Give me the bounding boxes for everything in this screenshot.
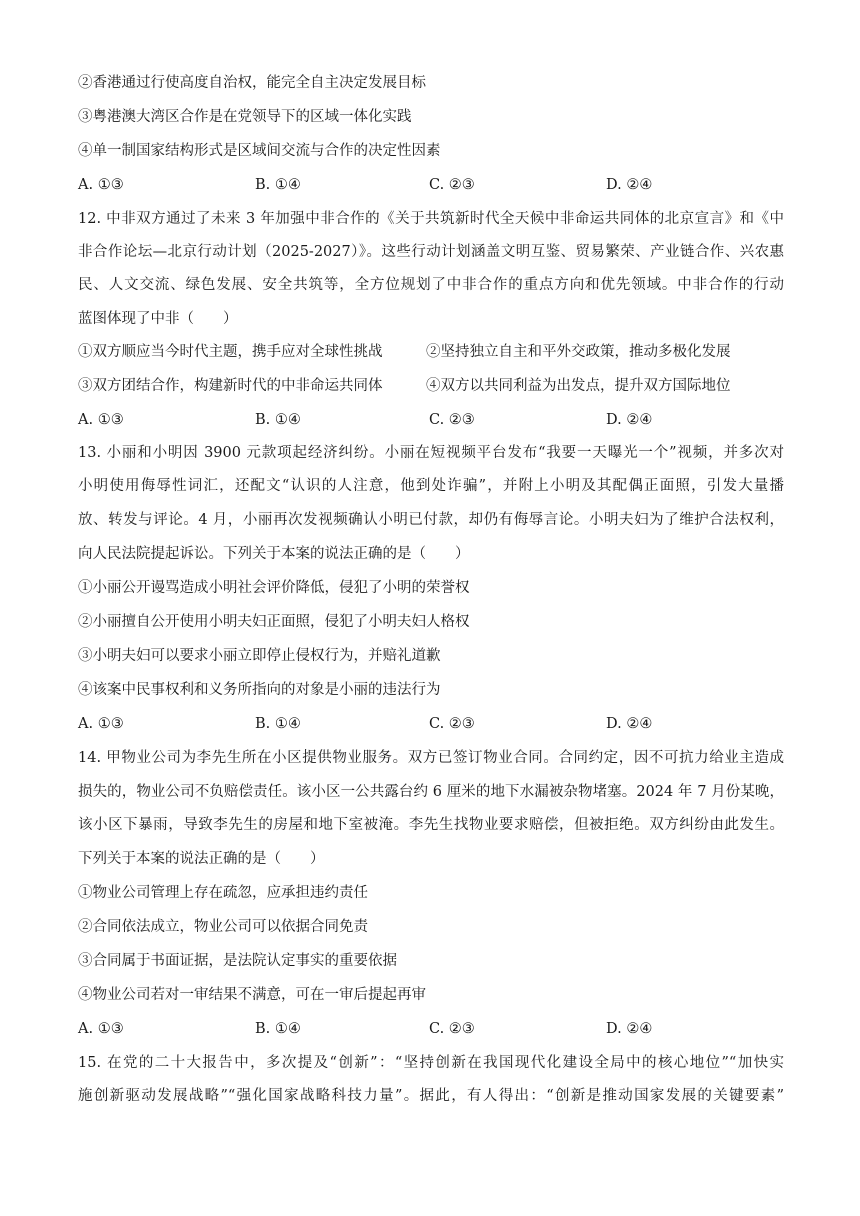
q12-stem-line-3: 民、人文交流、绿色发展、安全共筑等，全方位规划了中非合作的重点方向和优先领域。中非合作的行动	[78, 277, 784, 293]
q12-stem-line-4: 蓝图体现了中非（ ）	[78, 311, 238, 327]
q13-stem-line-2: 小明使用侮辱性词汇，还配文“认识的人注意，他到处诈骗”，并附上小明及其配偶正面照，引发大量播	[78, 478, 784, 494]
q12-option-4: ④双方以共同利益为出发点，提升双方国际地位	[426, 378, 731, 394]
choice-d: D. ②④	[606, 716, 653, 732]
q12-stem-line-2: 非合作论坛—北京行动计划（2025-2027）》。这些行动计划涵盖文明互鉴、贸易繁荣、产业链合作、兴农惠	[78, 244, 784, 260]
q14-stem-line-2: 损失的，物业公司不负赔偿责任。该小区一公共露台约 6 厘米的地下水漏被杂物堵塞。2024 年 7 月份某晚，	[78, 784, 784, 800]
q15-stem-line-1: 15. 在党的二十大报告中，多次提及“创新”：“坚持创新在我国现代化建设全局中的核心地位”“加快实	[78, 1055, 784, 1071]
q15-stem-line-2: 施创新驱动发展战略”“强化国家战略科技力量”。据此，有人得出：“创新是推动国家发展的关键要素”	[78, 1088, 784, 1104]
choice-b: B. ①④	[255, 716, 301, 732]
choice-b: B. ①④	[255, 177, 301, 193]
q13-stem-line-4: 向人民法院提起诉讼。下列关于本案的说法正确的是（ ）	[78, 546, 470, 562]
q12-options-row-1	[78, 342, 784, 362]
q14-option-1: ①物业公司管理上存在疏忽，应承担违约责任	[78, 885, 368, 901]
q13-stem-line-1: 13. 小丽和小明因 3900 元款项起经济纠纷。小丽在短视频平台发布“我要一天曝光一个”视频，并多次对	[78, 445, 784, 461]
q11-option-2: ②香港通过行使高度自治权，能完全自主决定发展目标	[78, 75, 426, 91]
q14-stem-line-3: 该小区下暴雨，导致李先生的房屋和地下室被淹。李先生找物业要求赔偿，但被拒绝。双方纠纷由此发生。	[78, 817, 784, 833]
q12-option-3: ③双方团结合作，构建新时代的中非命运共同体	[78, 378, 383, 394]
q11-option-3: ③粤港澳大湾区合作是在党领导下的区域一体化实践	[78, 109, 412, 125]
choice-a: A. ①③	[78, 177, 124, 193]
q14-option-3: ③合同属于书面证据，是法院认定事实的重要依据	[78, 953, 397, 969]
q12-option-2: ②坚持独立自主和平外交政策，推动多极化发展	[426, 344, 731, 360]
choice-a: A. ①③	[78, 1021, 124, 1037]
q13-option-3: ③小明夫妇可以要求小丽立即停止侵权行为，并赔礼道歉	[78, 648, 441, 664]
choice-d: D. ②④	[606, 412, 653, 428]
choice-b: B. ①④	[255, 412, 301, 428]
q13-choices	[78, 714, 784, 734]
choice-b: B. ①④	[255, 1021, 301, 1037]
choice-c: C. ②③	[429, 177, 475, 193]
q13-option-2: ②小丽擅自公开使用小明夫妇正面照，侵犯了小明夫妇人格权	[78, 614, 470, 630]
q13-option-1: ①小丽公开谩骂造成小明社会评价降低，侵犯了小明的荣誉权	[78, 580, 470, 596]
q14-stem-line-1: 14. 甲物业公司为李先生所在小区提供物业服务。双方已签订物业合同。合同约定，因不可抗力给业主造成	[78, 750, 784, 766]
q14-option-2: ②合同依法成立，物业公司可以依据合同免责	[78, 919, 368, 935]
choice-c: C. ②③	[429, 716, 475, 732]
q12-options-row-2	[78, 376, 784, 396]
q14-stem-line-4: 下列关于本案的说法正确的是（ ）	[78, 851, 325, 867]
choice-c: C. ②③	[429, 412, 475, 428]
choice-a: A. ①③	[78, 412, 124, 428]
choice-a: A. ①③	[78, 716, 124, 732]
q11-option-4: ④单一制国家结构形式是区域间交流与合作的决定性因素	[78, 143, 441, 159]
q14-choices	[78, 1019, 784, 1039]
choice-d: D. ②④	[606, 177, 653, 193]
q11-choices	[78, 175, 784, 195]
q12-stem-line-1: 12. 中非双方通过了未来 3 年加强中非合作的《关于共筑新时代全天候中非命运共同体的北京宣言》和《中	[78, 211, 784, 227]
q14-option-4: ④物业公司若对一审结果不满意，可在一审后提起再审	[78, 987, 426, 1003]
choice-c: C. ②③	[429, 1021, 475, 1037]
q13-option-4: ④该案中民事权利和义务所指向的对象是小丽的违法行为	[78, 682, 441, 698]
choice-d: D. ②④	[606, 1021, 653, 1037]
q13-stem-line-3: 放、转发与评论。4 月，小丽再次发视频确认小明已付款，却仍有侮辱言论。小明夫妇为了维护合法权利，	[78, 512, 784, 528]
q12-option-1: ①双方顺应当今时代主题，携手应对全球性挑战	[78, 344, 383, 360]
q12-choices	[78, 410, 784, 430]
